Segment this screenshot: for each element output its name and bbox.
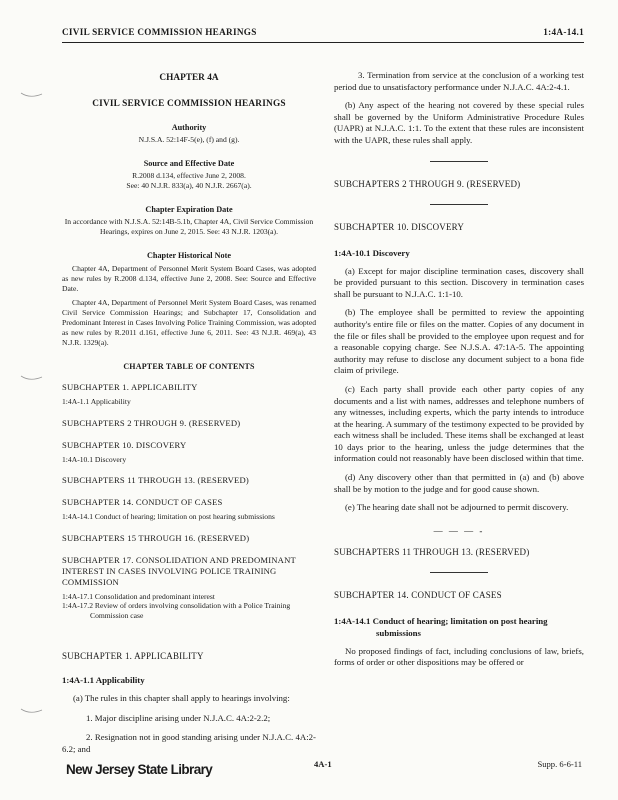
- history-paragraph: Chapter 4A, Department of Personnel Merit System Board Cases, was renamed Civil Service Commission Hearings; and Subchapter 17, Consolidation and Predominant Interest in Cases Involving Police Training Commission, was adopted as new rules by R.2011 d.161, effective June 6, 2011. See: 43 N.J.R. 469(a), 43 N.J.R. 1329(a).: [62, 298, 316, 347]
- section-heading: 1:4A-1.1 Applicability: [62, 675, 145, 685]
- subchapter-heading: SUBCHAPTER 1. APPLICABILITY: [62, 651, 204, 661]
- subchapter-heading: SUBCHAPTERS 11 THROUGH 13. (RESERVED): [334, 546, 530, 557]
- section-divider: [430, 204, 488, 205]
- subchapter-heading: SUBCHAPTER 14. CONDUCT OF CASES: [334, 589, 502, 600]
- chapter-title: CIVIL SERVICE COMMISSION HEARINGS: [92, 99, 286, 109]
- toc-section: 1:4A-14.1 Conduct of hearing; limitation on post hearing submissions: [62, 512, 275, 521]
- header-section-number: 1:4A-14.1: [543, 27, 584, 37]
- paragraph: (c) Each party shall provide each other party copies of any documents and a list with names, addresses and telephone numbers of any witnesses, including experts, which the party intends to introduce at the hearing. A summary of the testimony expected to be provided by each witness shall be included. These items shall be exchanged at least 10 days prior to the hearing, unless the judge determines that the information could not reasonably have been disclosed within that time.: [334, 383, 584, 464]
- toc-subchapter: SUBCHAPTER 10. DISCOVERY: [62, 439, 187, 450]
- paragraph: No proposed findings of fact, including conclusions of law, briefs, forms of order or other dispositions may be offered or: [334, 645, 584, 668]
- section-heading: 1:4A-14.1 Conduct of hearing; limitation on post hearing submissions: [334, 615, 548, 638]
- toc-section: 1:4A-1.1 Applicability: [62, 397, 131, 406]
- paragraph: (d) Any discovery other than that permitted in (a) and (b) above shall be by motion to the judge and for good cause shown.: [334, 472, 584, 494]
- supplement-date: Supp. 6-6-11: [537, 759, 582, 769]
- toc-subchapter: SUBCHAPTER 14. CONDUCT OF CASES: [62, 497, 223, 507]
- scan-mark-icon: [20, 706, 44, 716]
- header-title: CIVIL SERVICE COMMISSION HEARINGS: [62, 27, 257, 37]
- library-watermark: New Jersey State Library: [66, 762, 213, 777]
- left-column: [62, 70, 316, 755]
- paragraph: (a) The rules in this chapter shall apply to hearings involving:: [73, 693, 290, 703]
- page-number: 4A-1: [314, 759, 332, 769]
- subchapter-heading: SUBCHAPTER 10. DISCOVERY: [334, 221, 465, 232]
- source-text: [62, 171, 316, 191]
- expiration-heading: Chapter Expiration Date: [145, 205, 233, 214]
- toc-subchapter: SUBCHAPTERS 15 THROUGH 16. (RESERVED): [62, 532, 250, 543]
- toc-section: 1:4A-17.2 Review of orders involving consolidation with a Police Training Commission case: [62, 601, 291, 620]
- history-heading: Chapter Historical Note: [147, 251, 231, 260]
- scan-mark-icon: [20, 373, 44, 383]
- toc-section: 1:4A-10.1 Discovery: [62, 454, 127, 464]
- expiration-text: In accordance with N.J.S.A. 52:14B-5.1b, Chapter 4A, Civil Service Commission Hearings, expires on June 2, 2015. See: 43 N.J.R. 1203(a).: [64, 217, 314, 236]
- history-note: [62, 264, 316, 348]
- running-header: [62, 24, 584, 43]
- paragraph: (b) Any aspect of the hearing not covered by these special rules shall be governed by the Uniform Administrative Procedure Rules (UAPR) at N.J.A.C. 1:1. To the extent that these rules are inconsistent with the UAPR, these rules shall apply.: [334, 100, 584, 145]
- section-divider: [430, 572, 488, 573]
- authority-heading: Authority: [171, 123, 207, 132]
- source-line-2: See: 40 N.J.R. 833(a), 40 N.J.R. 2667(a).: [126, 181, 252, 190]
- paragraph: (a) Except for major discipline termination cases, discovery shall be provided pursuant to this section. Discovery in termination cases shall be pursuant to N.J.A.C. 1:1-10.: [334, 265, 584, 299]
- list-paragraph: 3. Termination from service at the conclusion of a working test period due to unsatisfactory performance under N.J.A.C. 4A:2-4.1.: [334, 70, 584, 92]
- right-column: [334, 70, 584, 669]
- history-paragraph: Chapter 4A, Department of Personnel Merit System Board Cases, was adopted as new rules by R.2008 d.134, effective June 2, 2008. See: Source and Effective Date.: [62, 264, 316, 293]
- list-paragraph: 2. Resignation not in good standing arising under N.J.A.C. 4A:2-6.2; and: [62, 732, 316, 754]
- subchapter-heading: SUBCHAPTERS 2 THROUGH 9. (RESERVED): [334, 178, 521, 189]
- paragraph: (e) The hearing date shall not be adjourned to permit discovery.: [345, 502, 569, 513]
- toc-subchapter: SUBCHAPTER 1. APPLICABILITY: [62, 382, 198, 392]
- scan-mark-icon: [20, 90, 44, 100]
- toc-section: 1:4A-17.1 Consolidation and predominant interest: [62, 591, 215, 601]
- section-divider: — — — -: [433, 525, 485, 536]
- toc-heading: CHAPTER TABLE OF CONTENTS: [123, 362, 255, 371]
- section-divider: [430, 161, 488, 162]
- list-paragraph: 1. Major discipline arising under N.J.A.C. 4A:2-2.2;: [86, 712, 271, 723]
- page-footer: [62, 758, 584, 778]
- source-line-1: R.2008 d.134, effective June 2, 2008.: [132, 171, 246, 180]
- toc-subchapter: SUBCHAPTER 17. CONSOLIDATION AND PREDOMINANT INTEREST IN CASES INVOLVING POLICE TRAINING COMMISSION: [62, 554, 296, 587]
- source-heading: Source and Effective Date: [143, 159, 235, 168]
- toc-subchapter: SUBCHAPTERS 2 THROUGH 9. (RESERVED): [62, 417, 241, 428]
- chapter-number: CHAPTER 4A: [159, 73, 219, 83]
- paragraph: (b) The employee shall be permitted to review the appointing authority's entire file or files on the matter. Copies of any document in the file or files shall be provided to the employee upon request and for a reasonable copying charge. See N.J.S.A. 47:1A-5. The appointing authority may refuse to disclose any document subject to a bona fide claim of privilege.: [334, 307, 584, 376]
- authority-text: N.J.S.A. 52:14F-5(e), (f) and (g).: [138, 135, 240, 144]
- section-heading: 1:4A-10.1 Discovery: [334, 247, 410, 258]
- toc-subchapter: SUBCHAPTERS 11 THROUGH 13. (RESERVED): [62, 475, 249, 485]
